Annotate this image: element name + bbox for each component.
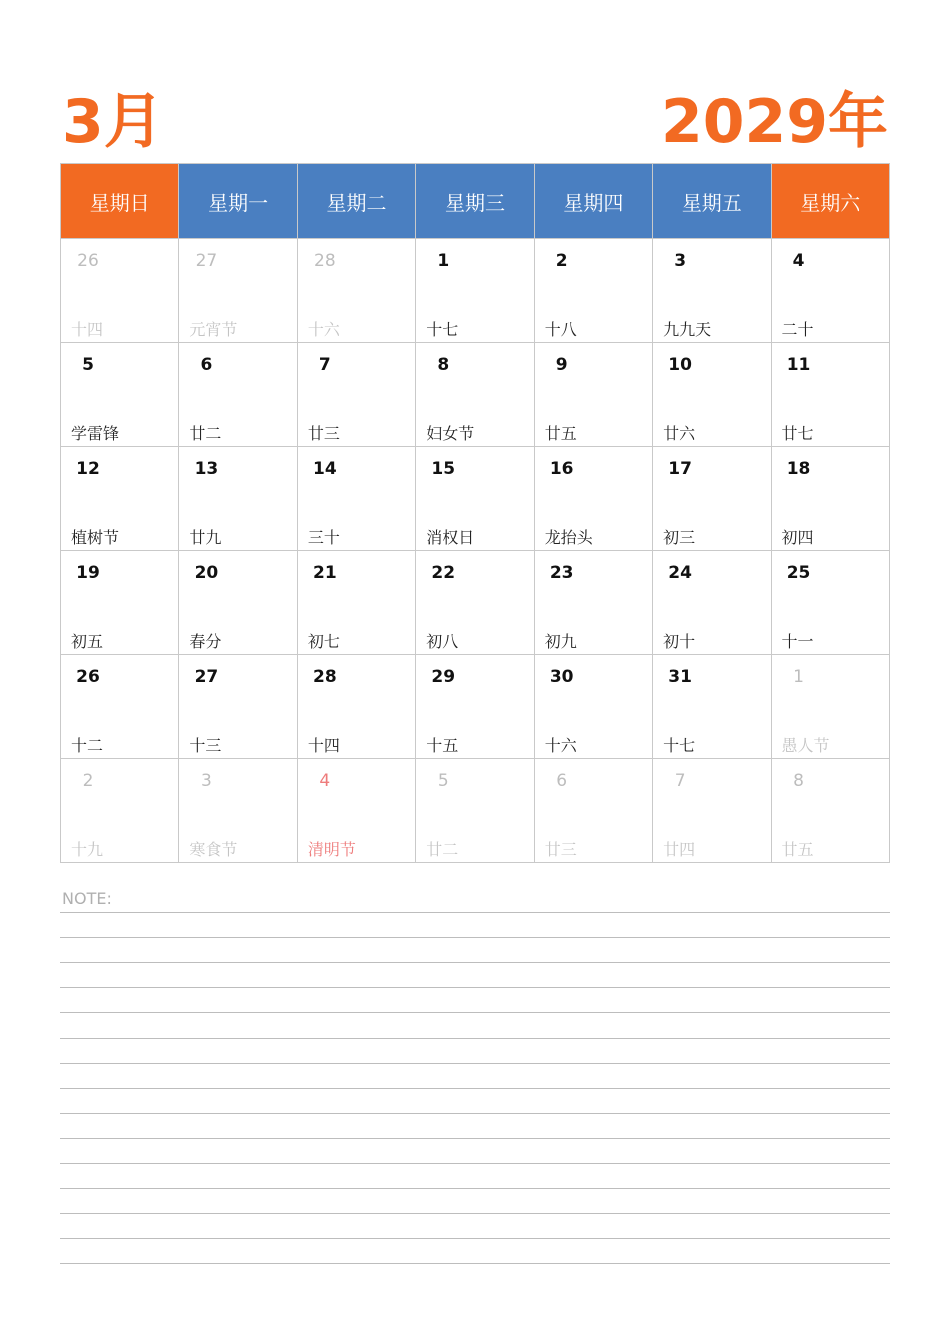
lunar-date: 寒食节 (189, 840, 238, 859)
calendar-day-cell[interactable] (771, 447, 889, 551)
day-number: 19 (76, 563, 100, 583)
calendar-day-cell[interactable] (179, 239, 297, 343)
day-number: 14 (313, 459, 337, 479)
calendar-day-cell[interactable] (771, 239, 889, 343)
calendar-day-cell[interactable] (771, 759, 889, 863)
lunar-date: 三十 (307, 528, 340, 547)
calendar-day-cell[interactable] (61, 447, 179, 551)
day-number: 4 (792, 251, 805, 271)
day-number: 25 (786, 563, 811, 583)
note-line (60, 987, 890, 988)
lunar-date: 廿九 (189, 528, 222, 547)
lunar-date: 初三 (663, 528, 696, 547)
calendar-week-row (61, 343, 890, 447)
note-line (60, 962, 890, 963)
calendar-day-cell[interactable] (61, 239, 179, 343)
lunar-date: 十五 (426, 736, 459, 755)
calendar-day-cell[interactable] (416, 759, 534, 863)
day-number: 5 (437, 771, 449, 791)
day-number: 23 (549, 563, 574, 583)
lunar-date: 清明节 (307, 840, 356, 859)
lunar-date: 十四 (307, 736, 340, 755)
weekday-header-row (61, 164, 890, 239)
calendar-day-cell[interactable] (416, 343, 534, 447)
lunar-date: 学雷锋 (71, 424, 120, 443)
calendar-day-cell[interactable] (61, 655, 179, 759)
day-number: 2 (82, 771, 94, 791)
year-title: 2029年 (661, 87, 888, 157)
calendar-day-cell[interactable] (179, 551, 297, 655)
calendar-day-cell[interactable] (297, 759, 415, 863)
calendar-day-cell[interactable] (179, 759, 297, 863)
lunar-date: 龙抬头 (544, 528, 593, 547)
weekday-thursday: 星期四 (534, 164, 652, 239)
lunar-date: 初八 (426, 632, 459, 651)
lunar-date: 初十 (663, 632, 696, 651)
lunar-date: 廿二 (426, 840, 459, 859)
calendar-day-cell[interactable] (416, 447, 534, 551)
lunar-date: 十三 (189, 736, 222, 755)
calendar-day-cell[interactable] (534, 343, 652, 447)
day-number: 8 (437, 355, 450, 375)
note-label: NOTE: (62, 889, 112, 908)
lunar-date: 十六 (544, 736, 577, 755)
lunar-date: 初七 (307, 632, 340, 651)
lunar-date: 十四 (71, 320, 104, 339)
day-number: 27 (194, 667, 219, 687)
calendar-day-cell[interactable] (534, 551, 652, 655)
lunar-date: 廿六 (663, 424, 696, 443)
weekday-monday: 星期一 (179, 164, 297, 239)
day-number: 6 (556, 771, 568, 791)
day-number: 28 (314, 251, 336, 271)
calendar-day-cell[interactable] (653, 343, 771, 447)
day-number: 11 (786, 355, 811, 375)
day-number: 29 (431, 667, 456, 687)
calendar-week-row (61, 239, 890, 343)
day-number: 26 (76, 667, 100, 687)
calendar-day-cell[interactable] (179, 655, 297, 759)
note-line (60, 1038, 890, 1039)
calendar-week-row (61, 551, 890, 655)
weekday-tuesday: 星期二 (297, 164, 415, 239)
lunar-date: 初四 (781, 528, 814, 547)
lunar-date: 植树节 (71, 528, 120, 547)
calendar-day-cell[interactable] (534, 655, 652, 759)
lunar-date: 十九 (71, 840, 104, 859)
calendar-week-row (61, 447, 890, 551)
lunar-date: 十六 (307, 320, 340, 339)
calendar-grid (60, 163, 890, 863)
weekday-sunday: 星期日 (61, 164, 179, 239)
lunar-date: 十八 (544, 320, 577, 339)
lunar-date: 廿三 (307, 424, 340, 443)
calendar-day-cell[interactable] (61, 759, 179, 863)
day-number: 8 (793, 771, 804, 791)
day-number: 24 (668, 563, 692, 583)
lunar-date: 初九 (544, 632, 577, 651)
day-number: 21 (313, 563, 337, 583)
calendar-day-cell[interactable] (771, 343, 889, 447)
day-number: 7 (318, 355, 331, 375)
note-line (60, 1088, 890, 1089)
calendar-day-cell[interactable] (534, 447, 652, 551)
calendar-day-cell[interactable] (297, 343, 415, 447)
month-title: 3月 (62, 87, 164, 157)
day-number: 1 (793, 667, 804, 687)
lunar-date: 十七 (663, 736, 696, 755)
day-number: 10 (668, 355, 692, 375)
day-number: 30 (549, 667, 574, 687)
note-line (60, 1263, 890, 1264)
weekday-friday: 星期五 (653, 164, 771, 239)
calendar-day-cell[interactable] (179, 343, 297, 447)
lunar-date: 九九天 (663, 320, 712, 339)
lunar-date: 廿五 (781, 840, 814, 859)
day-number: 15 (431, 459, 456, 479)
calendar-day-cell[interactable] (653, 655, 771, 759)
day-number: 27 (195, 251, 218, 271)
calendar-day-cell[interactable] (179, 447, 297, 551)
day-number: 9 (555, 355, 568, 375)
calendar-week-row (61, 655, 890, 759)
lunar-date: 消权日 (426, 528, 475, 547)
calendar-day-cell[interactable] (416, 239, 534, 343)
calendar-day-cell[interactable] (653, 551, 771, 655)
day-number: 28 (313, 667, 337, 687)
lunar-date: 廿七 (781, 424, 814, 443)
calendar-day-cell[interactable] (416, 551, 534, 655)
calendar-body (61, 239, 890, 863)
lunar-date: 春分 (189, 632, 222, 651)
note-line (60, 937, 890, 938)
day-number: 31 (668, 667, 692, 687)
lunar-date: 十二 (71, 736, 104, 755)
day-number: 26 (77, 251, 99, 271)
note-line (60, 1238, 890, 1239)
lunar-date: 十七 (426, 320, 459, 339)
calendar-day-cell[interactable] (297, 551, 415, 655)
day-number: 3 (201, 771, 212, 791)
calendar-day-cell[interactable] (653, 447, 771, 551)
lunar-date: 廿三 (544, 840, 577, 859)
note-line (60, 912, 890, 913)
calendar-day-cell[interactable] (771, 551, 889, 655)
lunar-date: 初五 (71, 632, 104, 651)
day-number: 6 (200, 355, 213, 375)
calendar-day-cell[interactable] (61, 551, 179, 655)
lunar-date: 元宵节 (189, 320, 238, 339)
lunar-date: 愚人节 (781, 736, 830, 755)
calendar-day-cell[interactable] (653, 759, 771, 863)
lunar-date: 二十 (781, 320, 814, 339)
lunar-date: 十一 (781, 632, 814, 651)
note-line (60, 1063, 890, 1064)
lunar-date: 妇女节 (426, 424, 475, 443)
day-number: 12 (76, 459, 100, 479)
day-number: 22 (431, 563, 456, 583)
day-number: 4 (319, 771, 331, 791)
day-number: 17 (668, 459, 692, 479)
day-number: 20 (194, 563, 219, 583)
calendar-day-cell[interactable] (416, 655, 534, 759)
calendar-day-cell[interactable] (653, 239, 771, 343)
day-number: 1 (437, 251, 450, 271)
day-number: 16 (549, 459, 574, 479)
lunar-date: 廿二 (189, 424, 222, 443)
day-number: 18 (786, 459, 811, 479)
calendar-day-cell[interactable] (297, 447, 415, 551)
calendar-day-cell[interactable] (297, 655, 415, 759)
note-line (60, 1012, 890, 1013)
day-number: 13 (194, 459, 219, 479)
note-line (60, 1213, 890, 1214)
calendar-day-cell[interactable] (297, 239, 415, 343)
calendar-day-cell[interactable] (61, 343, 179, 447)
lunar-date: 廿五 (544, 424, 577, 443)
day-number: 3 (674, 251, 687, 271)
day-number: 5 (82, 355, 94, 375)
calendar-day-cell[interactable] (534, 759, 652, 863)
calendar-day-cell[interactable] (771, 655, 889, 759)
day-number: 2 (555, 251, 568, 271)
weekday-saturday: 星期六 (771, 164, 889, 239)
weekday-wednesday: 星期三 (416, 164, 534, 239)
note-line (60, 1138, 890, 1139)
calendar-day-cell[interactable] (534, 239, 652, 343)
note-line (60, 1163, 890, 1164)
calendar-week-row (61, 759, 890, 863)
day-number: 7 (674, 771, 686, 791)
note-line (60, 1188, 890, 1189)
note-line (60, 1113, 890, 1114)
lunar-date: 廿四 (663, 840, 696, 859)
